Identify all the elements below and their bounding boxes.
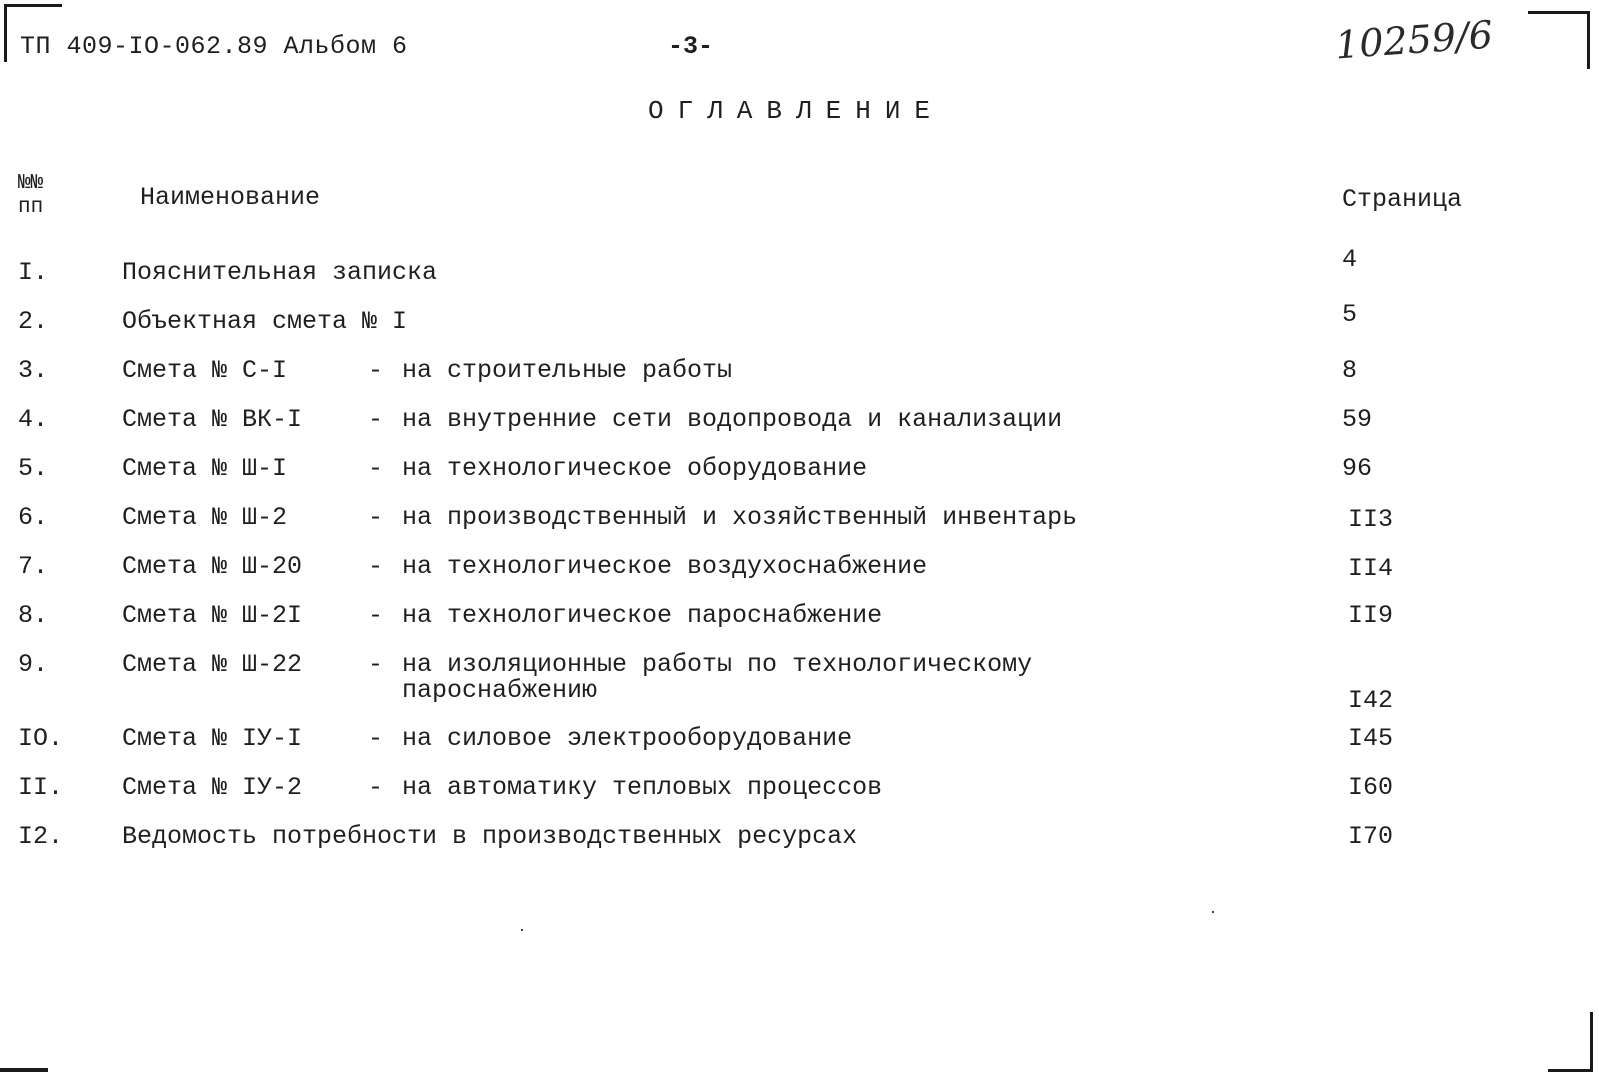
row-page: 59 — [1342, 405, 1373, 434]
dash-separator: - — [368, 405, 384, 434]
page-number: -3- — [668, 32, 714, 61]
row-name: Смета № Ш-20 — [122, 552, 303, 581]
column-header-number: №№ пп — [18, 172, 44, 219]
contents-row — [0, 405, 1599, 445]
row-page: II9 — [1348, 601, 1394, 630]
row-name: Объектная смета № I — [122, 307, 408, 336]
dash-separator: - — [368, 552, 384, 581]
row-description: на производственный и хозяйственный инвентарь — [402, 503, 1078, 532]
corner-mark-top-right-v — [1587, 11, 1590, 69]
row-number: 4. — [18, 405, 49, 434]
row-name: Смета № Ш-2I — [122, 601, 303, 630]
dash-separator: - — [368, 503, 384, 532]
contents-row — [0, 822, 1599, 862]
contents-row — [0, 454, 1599, 494]
dash-separator: - — [368, 454, 384, 483]
row-number: 8. — [18, 601, 49, 630]
contents-row — [0, 552, 1599, 592]
scan-speck — [521, 929, 523, 931]
document-code: ТП 409-IO-062.89 Альбом 6 — [20, 32, 408, 61]
row-number: 7. — [18, 552, 49, 581]
contents-row — [0, 356, 1599, 396]
row-page: I42 — [1348, 686, 1394, 715]
row-description: на автоматику тепловых процессов — [402, 773, 883, 802]
corner-mark-top-left-h — [4, 4, 62, 7]
row-name: Смета № Ш-I — [122, 454, 288, 483]
row-description: на строительные работы — [402, 356, 733, 385]
row-name: Смета № Ш-2 — [122, 503, 288, 532]
corner-mark-top-right-h — [1528, 11, 1590, 14]
scan-speck — [1212, 911, 1214, 913]
dash-separator: - — [368, 601, 384, 630]
contents-row — [0, 300, 1599, 347]
row-name: Смета № IУ-2 — [122, 773, 303, 802]
row-name: Смета № С-I — [122, 356, 288, 385]
contents-row — [0, 601, 1599, 641]
row-description: на технологическое оборудование — [402, 454, 868, 483]
corner-mark-bottom-left-h — [0, 1068, 48, 1072]
row-page: 5 — [1342, 300, 1358, 329]
row-name: Смета № ВК-I — [122, 405, 303, 434]
contents-row — [0, 724, 1599, 764]
page-title: ОГЛАВЛЕНИЕ — [648, 96, 945, 126]
row-page: II4 — [1348, 554, 1394, 583]
row-name: Ведомость потребности в производственных ресурсах — [122, 822, 858, 851]
row-page: 4 — [1342, 245, 1358, 274]
row-description: на технологическое пароснабжение — [402, 601, 883, 630]
row-number: 5. — [18, 454, 49, 483]
row-description: на силовое электрооборудование — [402, 724, 853, 753]
row-number: IO. — [18, 724, 64, 753]
corner-mark-bottom-right-v — [1590, 1012, 1593, 1072]
row-number: 9. — [18, 650, 49, 679]
row-name: Смета № IУ-I — [122, 724, 303, 753]
dash-separator: - — [368, 773, 384, 802]
corner-mark-top-left-v — [4, 4, 7, 62]
row-name: Пояснительная записка — [122, 258, 438, 287]
row-page: I60 — [1348, 773, 1394, 802]
row-description: на изоляционные работы по технологическому — [402, 650, 1033, 679]
contents-row — [0, 503, 1599, 543]
row-page: I70 — [1348, 822, 1394, 851]
handwritten-inventory-number: 10259/6 — [1333, 12, 1495, 68]
column-header-name: Наименование — [140, 183, 321, 212]
row-number: 6. — [18, 503, 49, 532]
row-description: на внутренние сети водопровода и канализации — [402, 405, 1063, 434]
row-number: II. — [18, 773, 64, 802]
row-number: I. — [18, 258, 49, 287]
row-number: 3. — [18, 356, 49, 385]
row-page: I45 — [1348, 724, 1394, 753]
row-description-continued: пароснабжению — [402, 676, 598, 705]
contents-row — [0, 773, 1599, 813]
row-number: 2. — [18, 307, 49, 336]
contents-row — [0, 650, 1599, 715]
row-description: на технологическое воздухоснабжение — [402, 552, 928, 581]
dash-separator: - — [368, 356, 384, 385]
row-page: 8 — [1342, 356, 1358, 385]
dash-separator: - — [368, 650, 384, 679]
column-header-page: Страница — [1342, 185, 1463, 214]
dash-separator: - — [368, 724, 384, 753]
contents-row — [0, 245, 1599, 298]
row-name: Смета № Ш-22 — [122, 650, 303, 679]
corner-mark-bottom-right-h — [1548, 1069, 1593, 1072]
row-page: 96 — [1342, 454, 1373, 483]
row-page: II3 — [1348, 505, 1394, 534]
row-number: I2. — [18, 822, 64, 851]
